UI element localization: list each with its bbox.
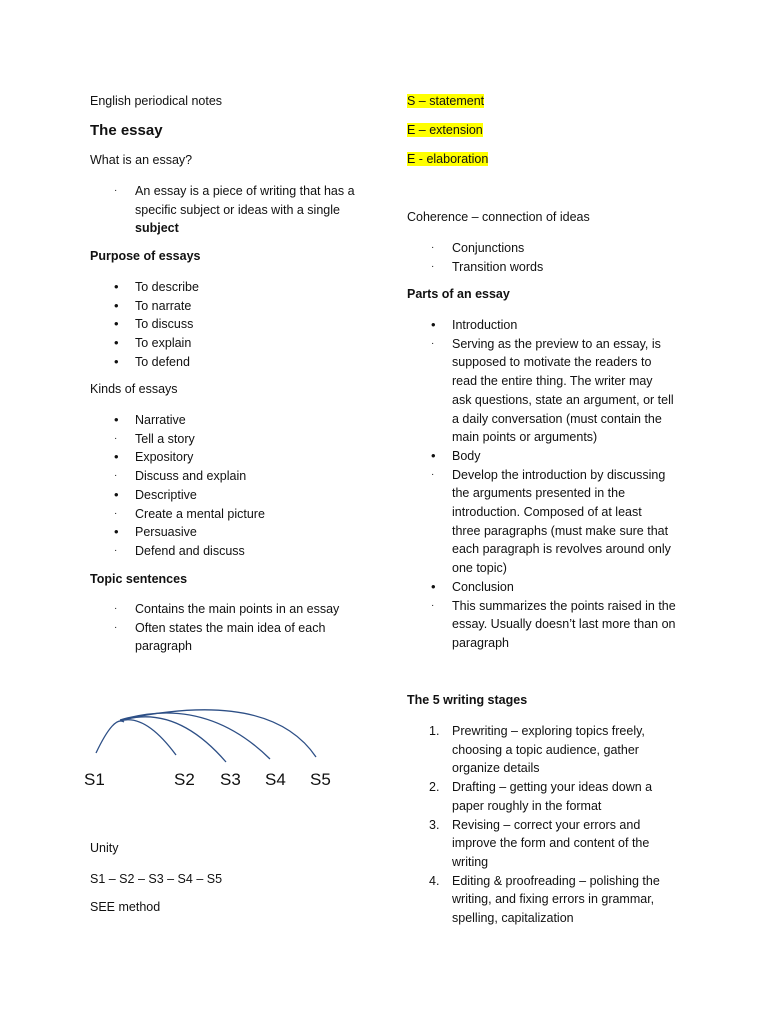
list-item: • Conclusion — [431, 578, 514, 594]
see-elaboration: E - elaboration — [407, 152, 489, 166]
list-item: · Tell a story — [114, 431, 195, 446]
list-item: 3. Revising – correct your errors and improve the form and content of the writing — [429, 817, 650, 869]
list-item: • To discuss — [114, 316, 194, 332]
coherence-list — [407, 239, 707, 276]
sentence-connection-diagram — [70, 695, 370, 795]
list-item: · Discuss and explain — [114, 469, 247, 484]
parts-list — [407, 316, 707, 653]
list-item: • To describe — [114, 279, 199, 294]
label-s2: S2 — [174, 770, 195, 789]
list-item: · Develop the introduction by discussing the arguments presented in the introduction. Composed of at least three paragraphs (must make sure that each paragraph is revolves around only one topic) — [431, 467, 671, 576]
list-item: · Contains the main points in an essay — [114, 602, 340, 616]
list-item: • Descriptive — [114, 486, 197, 502]
label-s4: S4 — [265, 770, 286, 789]
label-s5: S5 — [310, 770, 331, 789]
parts-heading: Parts of an essay — [407, 287, 510, 301]
bullet: · — [114, 185, 118, 196]
purpose-heading: Purpose of essays — [90, 249, 201, 263]
label-s3: S3 — [220, 770, 241, 789]
list-item: paragraph — [135, 639, 192, 654]
arc-s3 — [120, 717, 226, 762]
coherence-label: Coherence – connection of ideas — [407, 210, 590, 224]
list-item: · This summarizes the points raised in the essay. Usually doesn’t last more than on paragraph — [431, 598, 676, 650]
list-item: • To narrate — [114, 297, 192, 313]
writing-stages-heading: The 5 writing stages — [407, 693, 528, 707]
list-item: · Create a mental picture — [114, 506, 265, 521]
list-item: • To defend — [114, 353, 190, 369]
topic-sentences-heading: Topic sentences — [90, 572, 188, 586]
list-item: • Narrative — [114, 412, 186, 427]
list-item: • Persuasive — [114, 524, 197, 540]
purpose-list — [90, 278, 350, 372]
kinds-list — [90, 411, 350, 561]
list-item: · Often states the main idea of each — [114, 620, 326, 635]
list-item: · Serving as the preview to an essay, is supposed to motivate the readers to read the entire thing. The writer may ask questions, state an argument, or tell a daily conversation (must contain the main points or arguments) — [431, 336, 674, 445]
definition-line: specific subject or ideas with a single — [135, 202, 340, 217]
arc-s4 — [120, 713, 270, 759]
sentence-sequence: S1 – S2 – S3 – S4 – S5 — [90, 872, 223, 886]
definition-line-bold: subject — [135, 221, 179, 236]
see-statement: S – statement — [407, 94, 485, 108]
list-item: • Expository — [114, 449, 194, 465]
arc-s2 — [120, 720, 176, 755]
kinds-heading: Kinds of essays — [90, 382, 178, 396]
unity-label: Unity — [90, 841, 119, 855]
definition-line: An essay is a piece of writing that has a — [135, 184, 355, 198]
list-item: 2. Drafting – getting your ideas down a paper roughly in the format — [429, 780, 653, 813]
writing-stages-list — [407, 722, 707, 928]
arc-s1 — [96, 721, 124, 753]
list-item: 1. Prewriting – exploring topics freely, choosing a topic audience, gather organize details — [429, 724, 645, 776]
list-item: 4. Editing & proofreading – polishing the writing, and fixing errors in grammar, spelling, capitalization — [429, 873, 660, 926]
topic-list — [90, 600, 390, 656]
list-item: • Introduction — [431, 317, 518, 332]
list-item: · Defend and discuss — [114, 543, 245, 558]
essay-definition — [90, 182, 390, 238]
list-item: • Body — [431, 447, 481, 463]
see-method-label: SEE method — [90, 900, 161, 914]
list-item: · Transition words — [431, 259, 544, 274]
label-s1: S1 — [84, 770, 105, 789]
list-item: · Conjunctions — [431, 241, 525, 255]
list-item: • To explain — [114, 335, 192, 351]
see-extension: E – extension — [407, 123, 483, 137]
what-is-essay-question: What is an essay? — [90, 153, 193, 167]
document-title: English periodical notes — [90, 94, 223, 108]
essay-heading: The essay — [90, 122, 163, 139]
